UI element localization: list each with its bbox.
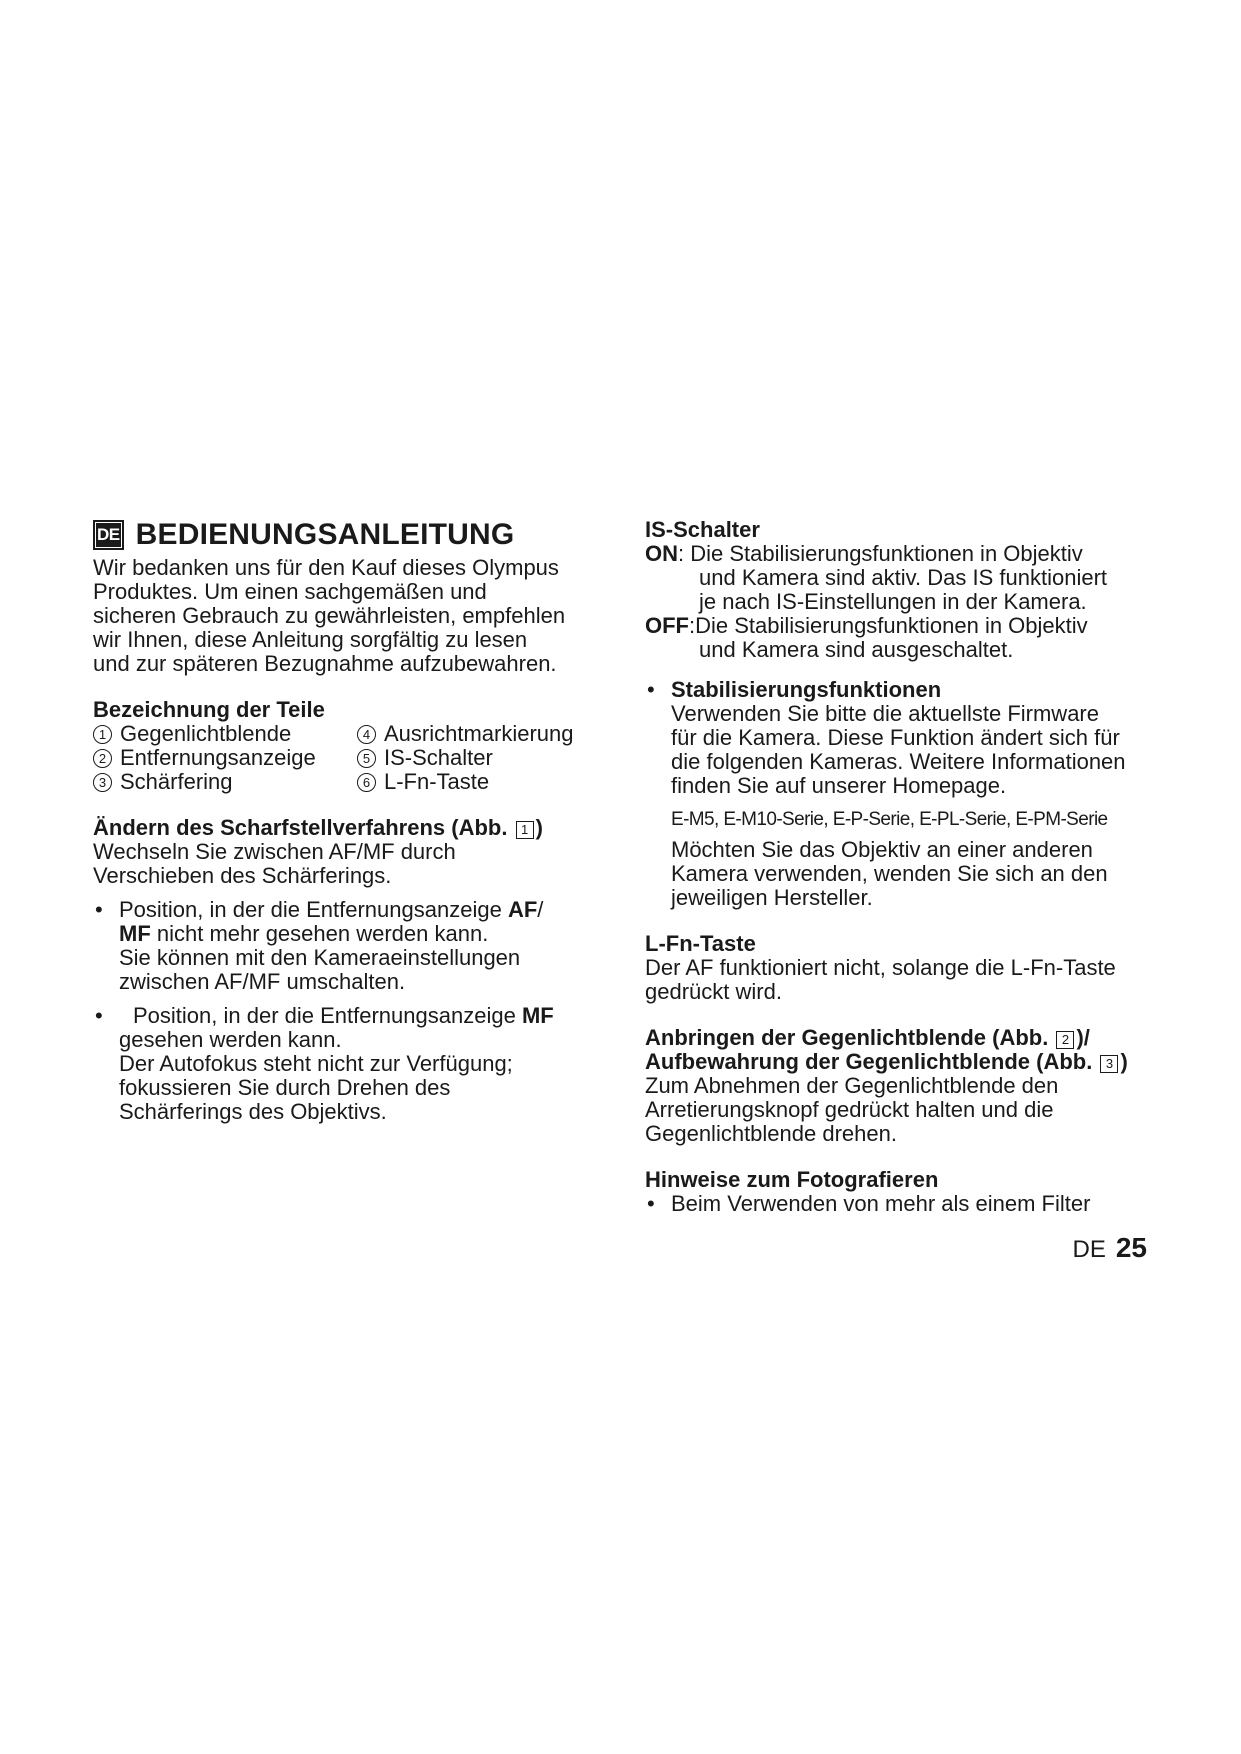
stabilization-line: jeweiligen Hersteller. bbox=[671, 885, 873, 910]
bullet-line: fokussieren Sie durch Drehen des bbox=[119, 1075, 451, 1100]
slash: / bbox=[537, 897, 544, 922]
focus-heading-end: ) bbox=[535, 815, 543, 840]
intro-line: Wir bedanken uns für den Kauf dieses Olympus bbox=[93, 555, 559, 580]
tips-bullet bbox=[645, 1192, 1165, 1216]
off-term: OFF bbox=[645, 613, 689, 638]
circled-number: 3 bbox=[93, 773, 112, 792]
bullet-dot: • bbox=[95, 897, 103, 922]
bullet-dot: • bbox=[95, 1003, 103, 1028]
figure-number-box: 2 bbox=[1056, 1031, 1074, 1049]
definition-line bbox=[645, 542, 1165, 566]
hood-heading-end: )/ bbox=[1076, 1025, 1090, 1050]
definition-line: und Kamera sind aktiv. Das IS funktioniert bbox=[699, 565, 1108, 590]
bullet-text bbox=[671, 678, 1165, 910]
page-footer bbox=[1073, 1232, 1148, 1264]
part-label: Gegenlichtblende bbox=[120, 721, 292, 746]
bullet-line: zwischen AF/MF umschalten. bbox=[119, 969, 406, 994]
bullet-line bbox=[119, 1004, 613, 1028]
part-label: IS-Schalter bbox=[384, 745, 493, 770]
left-column bbox=[93, 518, 613, 1124]
part-label: Schärfering bbox=[120, 769, 233, 794]
figure-number-box: 3 bbox=[1100, 1055, 1118, 1073]
circled-number: 1 bbox=[93, 725, 112, 744]
hood-heading-end: ) bbox=[1120, 1049, 1128, 1074]
circled-number: 6 bbox=[357, 773, 376, 792]
focus-text-line: Wechseln Sie zwischen AF/MF durch bbox=[93, 839, 456, 864]
hood-line: Gegenlichtblende drehen. bbox=[645, 1121, 897, 1146]
bullet-line: Schärferings des Objektivs. bbox=[119, 1099, 387, 1124]
part-item bbox=[93, 722, 357, 746]
focus-heading-text: Ändern des Scharfstellverfahrens (Abb. bbox=[93, 815, 508, 840]
hood-heading-storage bbox=[645, 1050, 1165, 1074]
part-item bbox=[357, 770, 597, 794]
circled-number: 2 bbox=[93, 749, 112, 768]
tips-heading: Hinweise zum Fotografieren bbox=[645, 1167, 939, 1192]
hood-line: Arretierungsknopf gedrückt halten und die bbox=[645, 1097, 1054, 1122]
intro-line: wir Ihnen, diese Anleitung sorgfältig zu lesen bbox=[93, 627, 528, 652]
intro-paragraph bbox=[93, 556, 613, 676]
stabilization-heading: Stabilisierungsfunktionen bbox=[671, 677, 942, 702]
off-definition bbox=[645, 614, 1165, 662]
on-term: ON bbox=[645, 541, 678, 566]
stabilization-line: Verwenden Sie bitte die aktuellste Firmware bbox=[671, 701, 1099, 726]
bullet-line bbox=[119, 898, 613, 922]
stabilization-bullet bbox=[645, 678, 1165, 910]
parts-list bbox=[93, 722, 613, 794]
figure-number-box: 1 bbox=[516, 821, 534, 839]
bullet-line: gesehen werden kann. bbox=[119, 1027, 342, 1052]
definition-text: : Die Stabilisierungsfunktionen in Objektiv bbox=[678, 541, 1083, 566]
definition-line: je nach IS-Einstellungen in der Kamera. bbox=[699, 589, 1087, 614]
stabilization-line: Kamera verwenden, wenden Sie sich an den bbox=[671, 861, 1108, 886]
parts-heading: Bezeichnung der Teile bbox=[93, 697, 325, 722]
hood-heading-attach bbox=[645, 1026, 1165, 1050]
bullet-line: Der Autofokus steht nicht zur Verfügung; bbox=[119, 1051, 513, 1076]
definition-line: und Kamera sind ausgeschaltet. bbox=[699, 637, 1014, 662]
footer-language: DE bbox=[1072, 1236, 1106, 1263]
page-title bbox=[93, 518, 613, 552]
bullet-dot: • bbox=[647, 677, 655, 702]
part-item bbox=[357, 746, 597, 770]
language-badge: DE bbox=[93, 520, 124, 550]
intro-line: sicheren Gebrauch zu gewährleisten, empfehlen bbox=[93, 603, 566, 628]
camera-models: E-M5, E-M10-Serie, E-P-Serie, E-PL-Serie, E-PM-Serie bbox=[671, 809, 1108, 830]
stabilization-line: für die Kamera. Diese Funktion ändert sich für bbox=[671, 725, 1120, 750]
title-text: BEDIENUNGSANLEITUNG bbox=[135, 518, 515, 551]
intro-line: Produktes. Um einen sachgemäßen und bbox=[93, 579, 487, 604]
part-label: Ausrichtmarkierung bbox=[384, 721, 574, 746]
bullet-line-text: nicht mehr gesehen werden kann. bbox=[150, 921, 489, 946]
intro-line: und zur späteren Bezugnahme aufzubewahren. bbox=[93, 651, 557, 676]
on-definition bbox=[645, 542, 1165, 614]
mf-mark: MF bbox=[521, 1003, 554, 1028]
stabilization-line: finden Sie auf unserer Homepage. bbox=[671, 773, 1007, 798]
bullet-line-text: Position, in der die Entfernungsanzeige bbox=[133, 1003, 516, 1028]
bullet-text bbox=[119, 1004, 613, 1124]
bullet-af-position bbox=[93, 898, 613, 994]
bullet-line: Sie können mit den Kameraeinstellungen bbox=[119, 945, 521, 970]
tips-line: Beim Verwenden von mehr als einem Filter bbox=[671, 1191, 1091, 1216]
bullet-line bbox=[119, 922, 613, 946]
focus-text-line: Verschieben des Schärferings. bbox=[93, 863, 392, 888]
lfn-heading: L-Fn-Taste bbox=[645, 931, 756, 956]
bullet-mf-position bbox=[93, 1004, 613, 1124]
part-label: L-Fn-Taste bbox=[384, 769, 490, 794]
definition-text: :Die Stabilisierungsfunktionen in Objektiv bbox=[689, 613, 1088, 638]
bullet-text bbox=[119, 898, 613, 994]
right-column bbox=[645, 518, 1165, 1216]
part-label: Entfernungsanzeige bbox=[120, 745, 316, 770]
stabilization-line: die folgenden Kameras. Weitere Informationen bbox=[671, 749, 1126, 774]
hood-heading-text: Anbringen der Gegenlichtblende (Abb. bbox=[645, 1025, 1049, 1050]
af-mark: AF bbox=[507, 897, 538, 922]
circled-number: 4 bbox=[357, 725, 376, 744]
mf-mark: MF bbox=[119, 921, 151, 946]
is-switch-heading: IS-Schalter bbox=[645, 517, 760, 542]
lfn-line: gedrückt wird. bbox=[645, 979, 782, 1004]
bullet-line-text: Position, in der die Entfernungsanzeige bbox=[119, 897, 502, 922]
bullet-dot: • bbox=[647, 1191, 655, 1216]
part-item bbox=[93, 770, 357, 794]
stabilization-line: Möchten Sie das Objektiv an einer anderen bbox=[671, 837, 1093, 862]
focus-heading bbox=[93, 816, 613, 840]
part-item bbox=[357, 722, 597, 746]
circled-number: 5 bbox=[357, 749, 376, 768]
definition-line bbox=[645, 614, 1165, 638]
part-item bbox=[93, 746, 357, 770]
lfn-line: Der AF funktioniert nicht, solange die L-Fn-Taste bbox=[645, 955, 1116, 980]
hood-heading-text: Aufbewahrung der Gegenlichtblende (Abb. bbox=[645, 1049, 1093, 1074]
hood-line: Zum Abnehmen der Gegenlichtblende den bbox=[645, 1073, 1059, 1098]
page-number: 25 bbox=[1115, 1232, 1147, 1263]
